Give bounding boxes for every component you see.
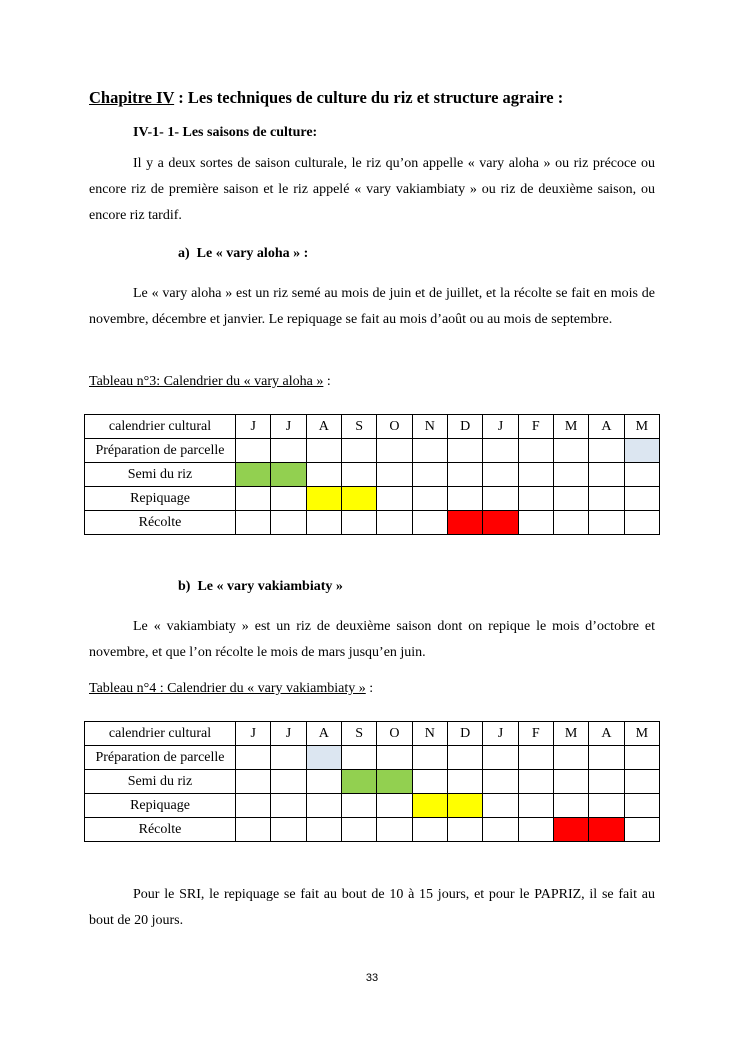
calendar-cell-filled — [447, 511, 482, 535]
calendar-cell — [306, 770, 341, 794]
row-label: Récolte — [85, 818, 236, 842]
table-row — [85, 463, 660, 487]
month-header-4: O — [377, 415, 412, 439]
calendar-cell — [624, 818, 659, 842]
table-row — [85, 770, 660, 794]
header-label: calendrier cultural — [85, 722, 236, 746]
calendar-cell — [553, 487, 588, 511]
calendar-table-vakiambiaty — [84, 721, 660, 842]
calendar-cell — [589, 439, 624, 463]
row-label: Préparation de parcelle — [85, 746, 236, 770]
calendar-cell — [447, 487, 482, 511]
calendar-cell — [624, 794, 659, 818]
calendar-cell — [412, 439, 447, 463]
calendar-cell — [483, 463, 518, 487]
calendar-cell — [553, 463, 588, 487]
calendar-cell — [518, 818, 553, 842]
intro-paragraph: Il y a deux sortes de saison culturale, le riz qu’on appelle « vary aloha » ou riz précoce ou encore riz de première saison et le riz appelé « vary vakiambiaty » ou riz de deuxième saison, ou encore riz tardif. — [89, 156, 655, 223]
calendar-cell — [553, 770, 588, 794]
calendar-cell — [341, 463, 376, 487]
calendar-cell — [518, 511, 553, 535]
calendar-cell — [412, 511, 447, 535]
month-header-9: M — [553, 722, 588, 746]
calendar-cell — [377, 818, 412, 842]
calendar-cell — [553, 511, 588, 535]
calendar-cell — [589, 511, 624, 535]
calendar-cell — [377, 794, 412, 818]
calendar-cell — [518, 487, 553, 511]
month-header-5: N — [412, 722, 447, 746]
calendar-cell — [483, 439, 518, 463]
calendar-table-aloha — [84, 414, 660, 535]
calendar-cell-filled — [306, 746, 341, 770]
calendar-cell — [236, 511, 271, 535]
calendar-cell — [447, 818, 482, 842]
calendar-cell — [412, 818, 447, 842]
month-header-3: S — [341, 722, 376, 746]
calendar-cell — [483, 818, 518, 842]
heading-vary-aloha: a) Le « vary aloha » : — [178, 246, 309, 261]
calendar-cell-filled — [236, 463, 271, 487]
calendar-cell — [377, 487, 412, 511]
calendar-cell — [518, 463, 553, 487]
row-label: Repiquage — [85, 487, 236, 511]
calendar-cell — [341, 511, 376, 535]
calendar-cell — [341, 439, 376, 463]
header-row — [85, 722, 660, 746]
month-header-2: A — [306, 722, 341, 746]
calendar-cell — [236, 439, 271, 463]
month-header-11: M — [624, 722, 659, 746]
aloha-paragraph: Le « vary aloha » est un riz semé au mois de juin et de juillet, et la récolte se fait en mois de novembre, décembre et janvier. Le repiquage se fait au mois d’août ou au mois de septembre. — [89, 286, 655, 327]
calendar-cell-filled — [271, 463, 306, 487]
table-row — [85, 746, 660, 770]
calendar-cell — [589, 794, 624, 818]
calendar-cell — [483, 770, 518, 794]
row-label: Préparation de parcelle — [85, 439, 236, 463]
calendar-cell — [377, 439, 412, 463]
calendar-cell — [412, 770, 447, 794]
calendar-cell-filled — [589, 818, 624, 842]
month-header-6: D — [447, 415, 482, 439]
month-header-7: J — [483, 415, 518, 439]
calendar-cell — [483, 794, 518, 818]
month-header-5: N — [412, 415, 447, 439]
row-label: Semi du riz — [85, 463, 236, 487]
table-caption-aloha-text: Tableau n°3: Calendrier du « vary aloha » — [89, 374, 324, 389]
calendar-cell — [377, 746, 412, 770]
calendar-cell — [553, 794, 588, 818]
page-number: 33 — [365, 972, 379, 984]
table-row — [85, 794, 660, 818]
table-caption-vakiambiaty — [89, 681, 373, 697]
calendar-cell — [589, 746, 624, 770]
calendar-cell — [236, 794, 271, 818]
calendar-cell — [624, 746, 659, 770]
calendar-cell — [624, 463, 659, 487]
table-caption-vakiambiaty-suffix: : — [365, 681, 374, 696]
calendar-cell — [412, 487, 447, 511]
month-header-1: J — [271, 722, 306, 746]
calendar-cell — [306, 511, 341, 535]
calendar-cell — [624, 487, 659, 511]
month-header-7: J — [483, 722, 518, 746]
calendar-cell-filled — [447, 794, 482, 818]
calendar-cell — [412, 746, 447, 770]
month-header-10: A — [589, 415, 624, 439]
table-caption-aloha-suffix: : — [323, 374, 331, 389]
calendar-cell — [306, 818, 341, 842]
header-row — [85, 415, 660, 439]
calendar-cell — [447, 439, 482, 463]
calendar-cell — [624, 511, 659, 535]
calendar-cell — [518, 439, 553, 463]
month-header-2: A — [306, 415, 341, 439]
calendar-cell — [236, 818, 271, 842]
calendar-cell — [518, 770, 553, 794]
calendar-cell-filled — [553, 818, 588, 842]
calendar-cell-filled — [412, 794, 447, 818]
calendar-cell — [589, 487, 624, 511]
chapter-title — [89, 88, 563, 108]
chapter-number: Chapitre IV — [89, 88, 175, 107]
calendar-cell — [271, 439, 306, 463]
month-header-9: M — [553, 415, 588, 439]
calendar-cell — [306, 794, 341, 818]
section-title: IV-1- 1- Les saisons de culture: — [133, 125, 318, 140]
calendar-cell — [483, 487, 518, 511]
calendar-cell-filled — [306, 487, 341, 511]
calendar-cell — [271, 770, 306, 794]
calendar-cell — [341, 794, 376, 818]
calendar-cell — [271, 794, 306, 818]
month-header-11: M — [624, 415, 659, 439]
calendar-cell-filled — [624, 439, 659, 463]
month-header-0: J — [236, 722, 271, 746]
row-label: Semi du riz — [85, 770, 236, 794]
calendar-cell — [271, 487, 306, 511]
calendar-cell — [377, 463, 412, 487]
month-header-8: F — [518, 722, 553, 746]
calendar-cell — [271, 818, 306, 842]
vakiambiaty-paragraph: Le « vakiambiaty » est un riz de deuxième saison dont on repique le mois d’octobre et novembre, et que l’on récolte le mois de mars jusqu’en juin. — [89, 619, 655, 660]
calendar-cell — [271, 511, 306, 535]
calendar-cell-filled — [341, 770, 376, 794]
month-header-6: D — [447, 722, 482, 746]
calendar-cell — [447, 770, 482, 794]
calendar-cell — [553, 746, 588, 770]
calendar-cell — [236, 487, 271, 511]
calendar-cell — [341, 746, 376, 770]
table-row — [85, 511, 660, 535]
calendar-cell — [341, 818, 376, 842]
calendar-cell — [306, 463, 341, 487]
table-row — [85, 487, 660, 511]
calendar-cell — [412, 463, 447, 487]
calendar-cell — [518, 746, 553, 770]
calendar-cell — [447, 746, 482, 770]
row-label: Repiquage — [85, 794, 236, 818]
table-row — [85, 818, 660, 842]
calendar-cell — [271, 746, 306, 770]
calendar-cell-filled — [483, 511, 518, 535]
table-caption-aloha — [89, 374, 331, 390]
calendar-cell — [377, 511, 412, 535]
row-label: Récolte — [85, 511, 236, 535]
chapter-subject: : Les techniques de culture du riz et structure agraire : — [174, 88, 564, 107]
calendar-cell — [236, 746, 271, 770]
calendar-cell — [483, 746, 518, 770]
calendar-cell — [624, 770, 659, 794]
calendar-cell-filled — [341, 487, 376, 511]
month-header-4: O — [377, 722, 412, 746]
month-header-3: S — [341, 415, 376, 439]
table-row — [85, 439, 660, 463]
calendar-cell — [518, 794, 553, 818]
table-caption-vakiambiaty-text: Tableau n°4 : Calendrier du « vary vakiambiaty » — [89, 681, 366, 696]
month-header-1: J — [271, 415, 306, 439]
calendar-cell-filled — [377, 770, 412, 794]
month-header-8: F — [518, 415, 553, 439]
calendar-cell — [306, 439, 341, 463]
heading-vary-vakiambiaty: b) Le « vary vakiambiaty » — [178, 579, 343, 594]
calendar-cell — [589, 463, 624, 487]
calendar-cell — [447, 463, 482, 487]
calendar-cell — [553, 439, 588, 463]
month-header-0: J — [236, 415, 271, 439]
month-header-10: A — [589, 722, 624, 746]
calendar-cell — [589, 770, 624, 794]
calendar-cell — [236, 770, 271, 794]
conclusion-paragraph: Pour le SRI, le repiquage se fait au bout de 10 à 15 jours, et pour le PAPRIZ, il se fait au bout de 20 jours. — [89, 887, 655, 928]
header-label: calendrier cultural — [85, 415, 236, 439]
